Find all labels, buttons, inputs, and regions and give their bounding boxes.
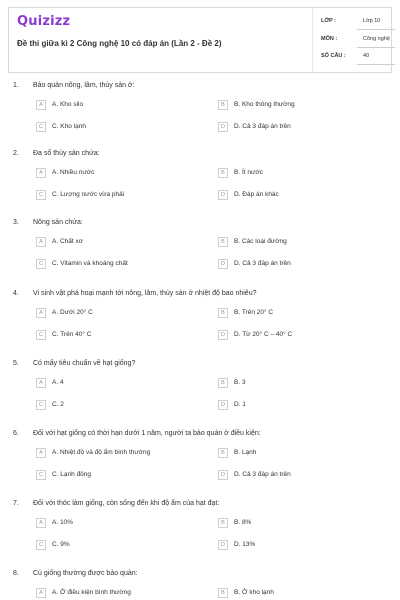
- option-text: C. Vitamin và khoáng chất: [52, 260, 128, 267]
- meta-underline: [357, 29, 395, 30]
- question-number: 2.: [13, 150, 19, 157]
- question-number: 4.: [13, 290, 19, 297]
- option-text: D. Cả 3 đáp án trên: [234, 260, 291, 267]
- option-text: B. Ít nước: [234, 169, 263, 176]
- header-divider: [312, 8, 313, 72]
- question-6: [0, 430, 400, 496]
- option-letter-box: B: [218, 100, 228, 110]
- option-text: B. Lạnh: [234, 449, 257, 456]
- option-letter-box: B: [218, 237, 228, 247]
- option-letter-box: A: [36, 168, 46, 178]
- option-letter-box: B: [218, 168, 228, 178]
- option-text: D. 13%: [234, 541, 256, 548]
- option-text: D. 1: [234, 401, 246, 408]
- meta-label: SỐ CÂU :: [321, 53, 346, 59]
- question-1: [0, 82, 400, 148]
- option-letter-box: D: [218, 400, 228, 410]
- meta-underline: [357, 47, 395, 48]
- option-text: B. Kho thông thường: [234, 101, 295, 108]
- option-letter-box: D: [218, 190, 228, 200]
- option-text: A. 4: [52, 379, 64, 386]
- question-text: Nông sản chứa:: [33, 219, 83, 226]
- option-letter-box: C: [36, 122, 46, 132]
- option-letter-box: C: [36, 470, 46, 480]
- option-letter-box: A: [36, 237, 46, 247]
- meta-label: LỚP :: [321, 18, 336, 24]
- question-number: 6.: [13, 430, 19, 437]
- option-letter-box: D: [218, 259, 228, 269]
- option-text: C. Trên 40° C: [52, 331, 92, 338]
- option-text: C. Kho lạnh: [52, 123, 86, 130]
- meta-value: 40: [363, 53, 370, 59]
- option-text: C. Lạnh đông: [52, 471, 92, 478]
- option-text: B. 3: [234, 379, 246, 386]
- option-letter-box: C: [36, 259, 46, 269]
- option-text: C. 2: [52, 401, 64, 408]
- question-5: [0, 360, 400, 426]
- option-text: C. Lượng nước vừa phải: [52, 191, 125, 198]
- option-letter-box: A: [36, 448, 46, 458]
- meta-underline: [357, 64, 395, 65]
- option-text: A. Ở điều kiện bình thường: [52, 589, 131, 596]
- page-title: Đề thi giữa kì 2 Công nghệ 10 có đáp án (Lần 2 - Đề 2): [17, 39, 222, 48]
- meta-label: MÔN :: [321, 36, 338, 42]
- option-letter-box: A: [36, 100, 46, 110]
- option-letter-box: D: [218, 330, 228, 340]
- meta-value: Lớp 10: [363, 18, 381, 24]
- question-text: Có mấy tiêu chuẩn về hạt giống?: [33, 360, 136, 367]
- question-4: [0, 290, 400, 356]
- option-letter-box: D: [218, 122, 228, 132]
- question-number: 8.: [13, 570, 19, 577]
- option-text: A. Nhiều nước: [52, 169, 95, 176]
- option-text: B. Các loại đường: [234, 238, 287, 245]
- question-number: 3.: [13, 219, 19, 226]
- option-text: C. 9%: [52, 541, 70, 548]
- option-letter-box: B: [218, 308, 228, 318]
- question-text: Củ giống thường được bảo quản:: [33, 570, 138, 577]
- option-text: A. Chất xơ: [52, 238, 83, 245]
- option-letter-box: D: [218, 470, 228, 480]
- option-letter-box: C: [36, 190, 46, 200]
- question-7: [0, 500, 400, 566]
- option-text: D. Đáp án khác: [234, 191, 279, 198]
- option-letter-box: A: [36, 518, 46, 528]
- option-letter-box: C: [36, 540, 46, 550]
- question-text: Vi sinh vật phá hoại mạnh tới nông, lâm, thủy sản ở nhiệt độ bao nhiêu?: [33, 290, 257, 297]
- option-letter-box: D: [218, 540, 228, 550]
- question-number: 1.: [13, 82, 19, 89]
- option-text: B. Trên 20° C: [234, 309, 274, 316]
- option-text: D. Cả 3 đáp án trên: [234, 123, 291, 130]
- question-8: [0, 570, 400, 600]
- option-letter-box: B: [218, 378, 228, 388]
- option-letter-box: B: [218, 518, 228, 528]
- option-letter-box: A: [36, 378, 46, 388]
- option-letter-box: A: [36, 308, 46, 318]
- option-text: D. Từ 20° C – 40° C: [234, 331, 293, 338]
- question-number: 5.: [13, 360, 19, 367]
- option-text: B. Ở kho lạnh: [234, 589, 274, 596]
- question-text: Bảo quản nông, lâm, thủy sản ở:: [33, 82, 135, 89]
- option-text: A. Nhiệt độ và độ ẩm bình thường: [52, 449, 151, 456]
- meta-value: Công nghệ: [363, 36, 390, 42]
- meta-class: [321, 16, 391, 30]
- option-letter-box: B: [218, 448, 228, 458]
- meta-count: [321, 51, 391, 65]
- question-text: Đối với thóc làm giống, còn sống đến khi độ ẩm của hạt đạt:: [33, 500, 220, 507]
- quizizz-logo: Quizizz: [17, 14, 71, 29]
- question-text: Đa số thủy sản chứa:: [33, 150, 100, 157]
- question-text: Đối với hạt giống có thời hạn dưới 1 năm, người ta bảo quản ở điều kiện:: [33, 430, 261, 437]
- option-letter-box: C: [36, 400, 46, 410]
- option-letter-box: C: [36, 330, 46, 340]
- option-letter-box: B: [218, 588, 228, 598]
- option-letter-box: A: [36, 588, 46, 598]
- option-text: A. 10%: [52, 519, 73, 526]
- question-3: [0, 219, 400, 285]
- worksheet-header: [8, 7, 392, 73]
- option-text: A. Kho silo: [52, 101, 84, 108]
- option-text: A. Dưới 20° C: [52, 309, 93, 316]
- question-number: 7.: [13, 500, 19, 507]
- option-text: D. Cả 3 đáp án trên: [234, 471, 291, 478]
- question-2: [0, 150, 400, 216]
- option-text: B. 8%: [234, 519, 252, 526]
- meta-subject: [321, 34, 391, 48]
